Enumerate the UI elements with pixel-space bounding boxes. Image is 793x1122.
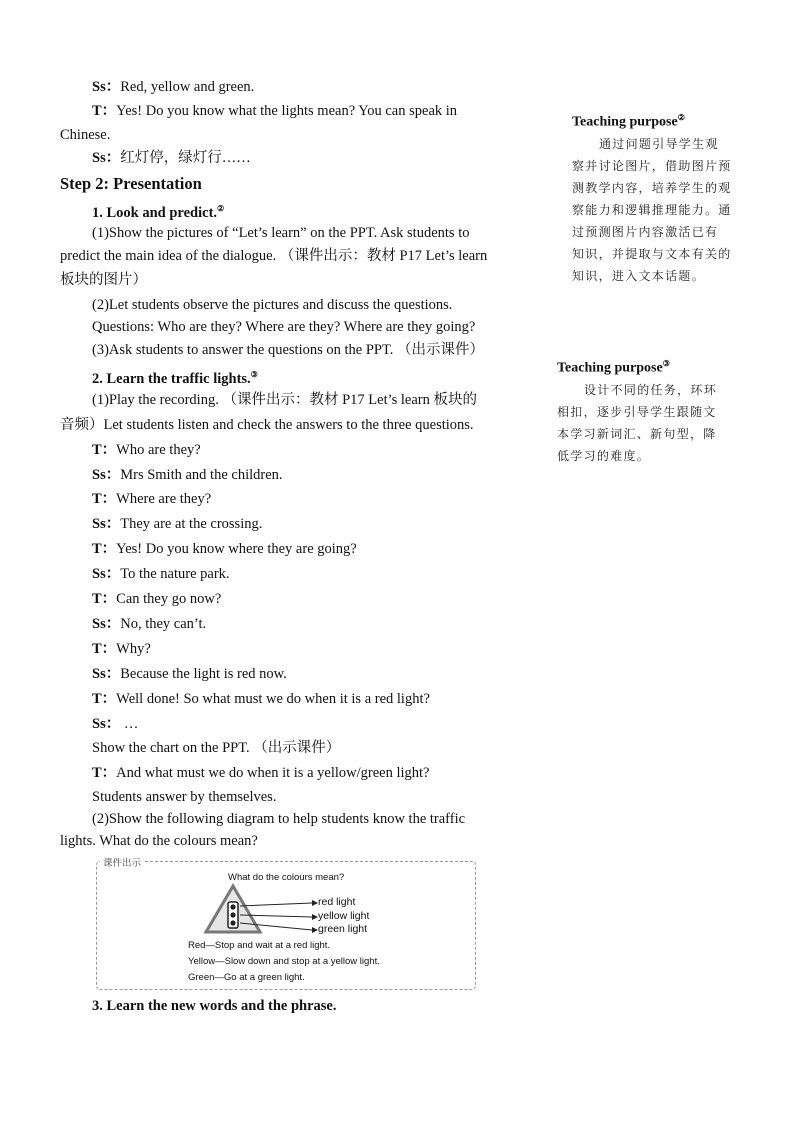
speaker: T： (92, 765, 117, 781)
speaker: Ss： (92, 79, 121, 95)
label-yellow: yellow light (318, 910, 370, 922)
utterance: Yes! Do you know where they are going? (116, 541, 357, 557)
dialogue-line (92, 539, 357, 559)
body-line: predict the main idea of the dialogue. （课件出示：教材 P17 Let’s learn (60, 248, 488, 264)
speaker: T： (92, 691, 117, 707)
utterance: 红灯停，绿灯行…… (120, 150, 251, 166)
sidebar-line: 低学习的难度。 (557, 449, 651, 463)
slide-tag: 课件出示 (100, 855, 144, 869)
sidebar-title (557, 359, 670, 377)
dialogue-line (92, 465, 283, 485)
speaker: Ss： (92, 516, 121, 532)
utterance: Where are they? (116, 491, 212, 507)
dialogue-line (92, 664, 287, 684)
utterance: Mrs Smith and the children. (120, 467, 283, 483)
utterance: Yes! Do you know what the lights mean? You can speak in (116, 103, 458, 119)
yellow-lamp (230, 912, 235, 917)
speaker: T： (92, 442, 117, 458)
speaker: Ss： (92, 616, 121, 632)
sidebar-title-text: Teaching purpose (557, 360, 663, 376)
body-line: (1)Play the recording. （课件出示：教材 P17 Let’s learn 板块的 (92, 392, 477, 408)
sidebar-line: 过预测图片内容激活已有 (572, 225, 719, 239)
utterance: They are at the crossing. (120, 516, 263, 532)
label-green: green light (318, 923, 368, 935)
utterance: Because the light is red now. (120, 666, 287, 682)
section-title: 1. Look and predict. (92, 204, 218, 221)
dialogue-line (60, 125, 110, 145)
section-heading: 3. Learn the new words and the phrase. (92, 998, 337, 1014)
section-title: 2. Learn the traffic lights. (92, 370, 251, 387)
step-heading: Step 2: Presentation (60, 174, 202, 193)
utterance: Red, yellow and green. (120, 79, 255, 95)
speaker: Ss： (92, 666, 121, 682)
utterance: And what must we do when it is a yellow/green light? (116, 765, 430, 781)
footnote-mark: ② (677, 113, 685, 122)
section-heading (92, 199, 224, 223)
speaker: T： (92, 541, 117, 557)
sidebar-line: 本学习新词汇、新句型，降 (557, 427, 717, 441)
speaker: T： (92, 641, 117, 657)
body-line: (2)Show the following diagram to help students know the traffic (92, 811, 466, 827)
utterance: Students answer by themselves. (92, 789, 277, 805)
dialogue-line (92, 763, 429, 783)
footnote-mark: ② (217, 204, 225, 213)
red-lamp (230, 904, 235, 909)
utterance: Who are they? (116, 442, 201, 458)
sidebar-line: 知识，并提取与文本有关的 (572, 247, 732, 261)
speaker: Ss： (92, 566, 121, 582)
dialogue-line (92, 689, 430, 709)
dialogue-line (92, 489, 211, 509)
utterance: Can they go now? (116, 591, 222, 607)
sidebar-body (572, 133, 744, 287)
body-line: (2)Let students observe the pictures and discuss the questions. (92, 297, 453, 313)
sidebar-line: 设计不同的任务，环环 (584, 383, 718, 397)
dialogue-line (92, 714, 138, 734)
speaker: T： (92, 103, 117, 119)
sidebar-line: 察能力和逻辑推理能力。通 (572, 203, 732, 217)
explanation-green: Green—Go at a green light. (188, 972, 305, 983)
dialogue-line (92, 440, 201, 460)
sidebar-line: 测教学内容，培养学生的观 (572, 181, 732, 195)
dialogue-line (92, 514, 262, 534)
sidebar-body (557, 379, 737, 467)
body-line: lights. What do the colours mean? (60, 833, 258, 849)
sidebar-line: 相扣，逐步引导学生跟随文 (557, 405, 717, 419)
footnote-mark: ③ (250, 370, 258, 379)
body-line: 音频）Let students listen and check the answers to the three questions. (60, 417, 474, 433)
dialogue-line (92, 614, 206, 634)
utterance: … (120, 716, 139, 732)
utterance: Why? (116, 641, 151, 657)
speaker: Ss： (92, 716, 121, 732)
body-line: (3)Ask students to answer the questions on the PPT. （出示课件） (92, 342, 485, 358)
utterance: Chinese. (60, 127, 111, 143)
explanation-red: Red—Stop and wait at a red light. (188, 940, 331, 951)
arrow-red (240, 903, 312, 906)
dialogue-line (92, 787, 276, 807)
utterance: No, they can’t. (120, 616, 207, 632)
utterance: To the nature park. (120, 566, 230, 582)
sidebar-line: 通过问题引导学生观 (599, 137, 719, 151)
speaker: T： (92, 491, 117, 507)
dialogue-line (92, 589, 221, 609)
utterance: Well done! So what must we do when it is a red light? (116, 691, 430, 707)
dialogue-line (92, 148, 251, 168)
explanation-yellow: Yellow—Slow down and stop at a yellow light. (188, 956, 380, 967)
dialogue-line (92, 77, 254, 97)
section-heading (92, 365, 258, 389)
sidebar-title (572, 113, 685, 131)
dialogue-line (92, 738, 340, 758)
speaker: Ss： (92, 467, 121, 483)
slide-question: What do the colours mean? (228, 872, 345, 883)
speaker: T： (92, 591, 117, 607)
traffic-light-diagram (200, 880, 320, 940)
green-lamp (230, 920, 235, 925)
footnote-mark: ③ (662, 359, 670, 368)
dialogue-line (92, 639, 151, 659)
dialogue-line (92, 564, 230, 584)
utterance: Show the chart on the PPT. （出示课件） (92, 740, 341, 756)
speaker: Ss： (92, 150, 121, 166)
sidebar-title-text: Teaching purpose (572, 114, 678, 130)
body-line: (1)Show the pictures of “Let’s learn” on the PPT. Ask students to (92, 225, 470, 241)
sidebar-line: 察并讨论图片，借助图片预 (572, 159, 732, 173)
body-line: Questions: Who are they? Where are they? Where are they going? (92, 319, 476, 335)
sidebar-line: 知识，进入文本话题。 (572, 269, 706, 283)
label-red: red light (318, 896, 356, 908)
dialogue-line (92, 101, 457, 121)
body-line: 板块的图片） (60, 272, 147, 288)
